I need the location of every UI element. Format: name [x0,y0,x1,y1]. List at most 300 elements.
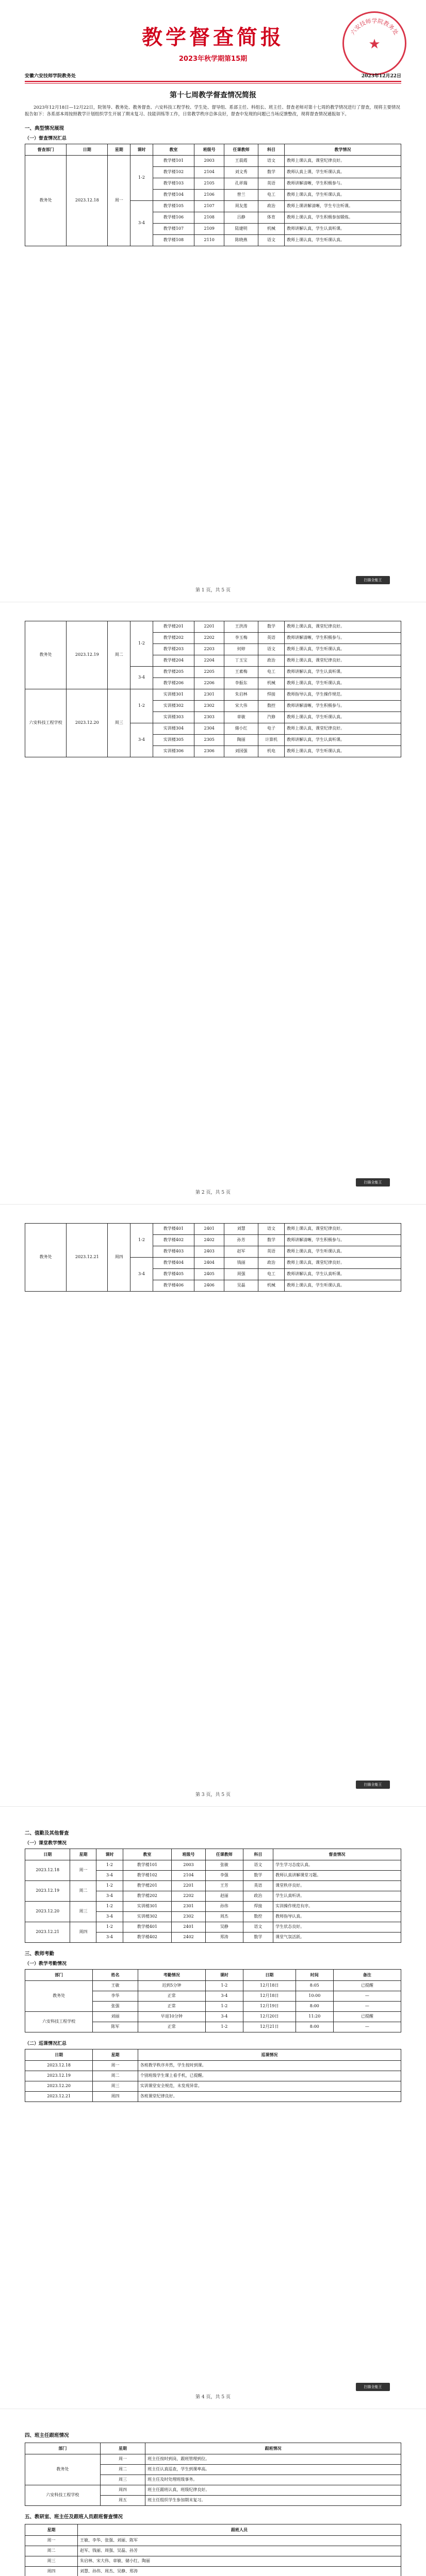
cell-week: 周三 [93,2081,138,2092]
section-heading-2: 二、值勤及其他督查 [25,1831,69,1836]
page-5 [0,2409,426,2576]
cell-teacher: 宋大伟 [224,701,258,712]
table-row [25,2011,401,2022]
org-row [25,73,401,79]
cell-date: 2023.12.18 [67,155,108,246]
cell-period: 3-4 [130,667,153,689]
inspection-table-3 [25,1223,401,1292]
cell-period: 3-4 [130,200,153,246]
cell-subject: 体育 [258,212,284,223]
table-row [25,2092,401,2102]
cell-notes: 教师讲解清晰，学生积极参与。 [284,633,401,644]
cell-room: 教学楼104 [153,189,194,200]
table-row [25,1922,401,1932]
cell-period: 1-2 [96,1901,123,1911]
cell-notes: 教师上课认真，课堂纪律良好。 [284,655,401,667]
cell-room: 教学楼108 [153,234,194,246]
cell-teacher: 王芳 [205,1880,243,1891]
table-row [25,621,401,633]
cell-subject: 焊接 [258,689,284,701]
cell-room: 教学楼203 [153,644,194,655]
col-class: 班级号 [194,144,224,155]
cell-room: 教学楼403 [153,1246,194,1258]
cell-teacher: 王素梅 [224,667,258,678]
cell-class_no: 2302 [172,1911,206,1922]
cell-notes: 教师认真上课，学生听课认真。 [284,166,401,178]
cell-teacher: 陈晓燕 [224,234,258,246]
cell-week: 周二 [25,2546,78,2556]
page-footer: 第 1 页，共 5 页 [195,588,231,593]
cell-class: 2405 [194,1269,224,1280]
scan-watermark: 扫描全能王 [356,1781,390,1789]
cell-period: 3-4 [96,1911,123,1922]
section-subheading-3b: （二）巡课情况汇总 [25,2041,67,2046]
cell-teacher: 周杰 [205,1911,243,1922]
cell-date: 2023.12.19 [25,1880,70,1901]
cell-notes: 实训课堂安全规范，未发现异常。 [138,2081,401,2092]
cell-dept: 六安科技工程学校 [25,689,67,757]
table-header-row [25,2524,401,2535]
cell-room: 实训楼306 [153,746,194,757]
cell-class: 2104 [194,166,224,178]
cell-subject: 语文 [258,234,284,246]
cell-subject: 数控 [243,1911,273,1922]
col-teacher: 任课教师 [224,144,258,155]
cell-subject: 机械 [258,678,284,689]
cell-subject: 语文 [243,1922,273,1932]
cell-class: 2202 [194,633,224,644]
cell-date: 2023.12.21 [67,1224,108,1292]
cell-room: 教学楼401 [123,1922,172,1932]
cell-subject: 数学 [243,1932,273,1942]
cell-teacher: 赵军 [224,1246,258,1258]
cell-time: 10:00 [296,1991,333,2001]
col-header: 科目 [243,1849,273,1860]
cell-subject: 英语 [243,1880,273,1891]
cell-class: 2302 [194,701,224,712]
cell-week: 周一 [108,155,130,246]
table-row [25,2566,401,2576]
cell-notes: 教师认真讲解课堂习题。 [273,1870,401,1880]
cell-notes: 班主任组织学生参加期末复习。 [145,2495,401,2505]
cell-date: 12月18日 [243,1991,296,2001]
cell-time: 8:00 [296,2001,333,2011]
cell-week: 周二 [93,2071,138,2081]
cell-week: 周三 [25,2556,78,2566]
cell-class_no: 2401 [172,1922,206,1932]
cell-date: 2023.12.19 [67,621,108,689]
cell-room: 实训楼304 [153,723,194,735]
cell-period: 1-2 [130,155,153,200]
cell-subject: 机电 [258,746,284,757]
cell-date: 2023.12.20 [25,2081,93,2092]
section-subheading-2: （一）课堂教学情况 [25,1840,67,1846]
table-row [25,1880,401,1891]
col-date: 日期 [67,144,108,155]
cell-date: 2023.12.20 [25,1901,70,1922]
cell-room: 教学楼202 [123,1891,172,1901]
cell-class_no: 2201 [172,1880,206,1891]
cell-subject: 电工 [258,667,284,678]
cell-date: 2023.12.21 [25,1922,70,1942]
cell-class: 2108 [194,212,224,223]
attendance-table [25,1969,401,2032]
cell-teacher: 陆建明 [224,223,258,234]
cell-teacher: 李玉梅 [224,633,258,644]
cell-subject: 计算机 [258,735,284,746]
table-header-row [25,2049,401,2061]
cell-subject: 英语 [258,633,284,644]
cell-room: 实训楼305 [153,735,194,746]
cell-class_no: 2003 [172,1860,206,1870]
inspection-table-1 [25,144,401,246]
cell-class_no: 2202 [172,1891,206,1901]
cell-class: 2402 [194,1235,224,1246]
cell-subject: 政治 [258,655,284,667]
table-header-row [25,1849,401,1860]
page-3 [0,1205,426,1807]
cell-teacher: 李振东 [224,678,258,689]
cell-subject: 数控 [258,701,284,712]
cell-subject: 机械 [258,1280,284,1292]
cell-staff: 刘慧、孙伟、周杰、吴静、郑涛 [78,2566,401,2576]
cell-status: 正常 [138,1991,205,2001]
cell-staff: 赵军、钱丽、周强、吴磊、孙芳 [78,2546,401,2556]
cell-name: 张强 [93,2001,138,2011]
cell-notes: 教师上课认真，课堂纪律良好。 [284,155,401,166]
cell-class: 2206 [194,678,224,689]
cell-teacher: 周友莲 [224,200,258,212]
cell-week: 周四 [108,1224,130,1292]
cell-week: 周一 [70,1860,96,1880]
cell-dept: 六安科技工程学校 [25,2011,93,2032]
cell-notes: 教师上课认真，学生听课认真。 [284,1280,401,1292]
cell-subject: 语文 [243,1860,273,1870]
cell-room: 实训楼302 [153,701,194,712]
cell-teacher: 刘慧 [224,1224,258,1235]
cell-subject: 电工 [258,189,284,200]
patrol-table [25,2049,401,2102]
section-subheading-3: （一）教学考勤情况 [25,1961,67,1967]
cell-notes: 教师讲解认真，学生认真听课。 [284,667,401,678]
cell-subject: 政治 [258,1258,284,1269]
cell-class: 2203 [194,644,224,655]
cell-period: 1-2 [130,1224,153,1258]
cell-date: 2023.12.19 [25,2071,93,2081]
cell-subject: 政治 [258,200,284,212]
cell-notes: 班主任认真巡查，学生到课率高。 [145,2464,401,2475]
intro-paragraph: 2023年12月18日—12月22日，院领导、教务处、教务督查、六安科技工程学校、学生处、督导组、系部主任、科组长、班主任、督查老师对第十七周的教学情况进行了督查，现将主要情况报告如下：各系部本周按照教学计划组织学生开展了期末复习、技能训练等工作，日常教学秩序总体良好，督查中发现的问题已当场反馈整改，现将督查情况通报如下。 [25,105,400,117]
cell-room: 教学楼402 [123,1932,172,1942]
cell-period: 1-2 [205,2001,243,2011]
cell-notes: 教师讲解清晰，学生积极参与。 [284,1235,401,1246]
cell-subject: 数学 [258,1235,284,1246]
cell-class: 2204 [194,655,224,667]
cell-teacher: 钱丽 [224,1258,258,1269]
cell-subject: 机械 [258,223,284,234]
org-name: 安徽六安技师学院教务处 [25,73,76,79]
section-heading-5: 五、教研室、班主任及跟班人员跟班督查情况 [25,2514,123,2520]
section-heading-4: 四、班主任跟班情况 [25,2433,69,2438]
cell-name: 王敏 [93,1980,138,1991]
table-row [25,2454,401,2464]
cell-room: 实训楼301 [153,689,194,701]
cell-room: 教学楼206 [153,678,194,689]
cell-teacher: 刘文秀 [224,166,258,178]
duty-table [25,1849,401,1943]
cell-period: 1-2 [130,621,153,667]
cell-dept: 教务处 [25,621,67,689]
cell-class: 2306 [194,746,224,757]
cell-status: 正常 [138,2022,205,2032]
cell-date: 12月18日 [243,1980,296,1991]
section-subheading-1: （一）督查情况汇总 [25,135,67,141]
staff-table [25,2524,401,2576]
cell-subject: 语文 [258,155,284,166]
cell-staff: 王敏、李华、张强、刘丽、陈军 [78,2535,401,2546]
cell-week: 周三 [100,2475,145,2485]
col-header: 星期 [25,2524,78,2535]
table-row [25,2061,401,2071]
cell-room: 实训楼303 [153,712,194,723]
cell-time: 11:20 [296,2011,333,2022]
cell-notes: 教师讲解清晰，学生积极参与。 [284,178,401,189]
cell-teacher: 朱启林 [224,689,258,701]
cell-room: 教学楼405 [153,1269,194,1280]
col-notes: 教学情况 [284,144,401,155]
cell-week: 周二 [108,621,130,689]
cell-notes: 教师上课认真，课堂纪律良好。 [284,1224,401,1235]
cell-week: 周四 [70,1922,96,1942]
cell-teacher: 赵丽 [205,1891,243,1901]
cell-room: 教学楼201 [153,621,194,633]
cell-period: 1-2 [205,1980,243,1991]
cell-teacher: 丁玉宝 [224,655,258,667]
col-header: 课时 [96,1849,123,1860]
cell-period: 1-2 [130,689,153,723]
cell-room: 教学楼102 [153,166,194,178]
col-header: 巡课情况 [138,2049,401,2061]
cell-note: — [333,2022,401,2032]
cell-week: 周一 [25,2535,78,2546]
cell-time: 8:00 [296,2022,333,2032]
cell-subject: 语文 [258,1224,284,1235]
table-row [25,689,401,701]
cell-class: 2109 [194,223,224,234]
col-header: 教室 [123,1849,172,1860]
cell-teacher: 曾兰 [224,189,258,200]
cell-subject: 电子 [258,723,284,735]
issue-number: 2023年秋学期第15期 [178,55,248,63]
table-row [25,1224,401,1235]
cell-date: 2023.12.21 [25,2092,93,2102]
col-header: 时间 [296,1969,333,1980]
col-room: 教室 [153,144,194,155]
cell-class: 2201 [194,621,224,633]
cell-class: 2205 [194,667,224,678]
scan-watermark: 扫描全能王 [356,2383,390,2391]
col-header: 星期 [70,1849,96,1860]
cell-period: 3-4 [130,723,153,757]
cell-note: 已提醒 [333,2011,401,2022]
table-header-row [25,2443,401,2454]
cell-teacher: 吴静 [205,1922,243,1932]
cell-period: 3-4 [130,1258,153,1292]
cell-name: 陈军 [93,2022,138,2032]
cell-room: 教学楼401 [153,1224,194,1235]
cell-class: 2107 [194,200,224,212]
col-subject: 科目 [258,144,284,155]
table-header-row [25,144,401,155]
cell-class: 2404 [194,1258,224,1269]
cell-week: 周四 [25,2566,78,2576]
table-row [25,155,401,166]
cell-period: 3-4 [96,1870,123,1880]
page-footer: 第 2 页，共 5 页 [195,1190,231,1195]
cell-date: 12月20日 [243,2011,296,2022]
cell-class: 2106 [194,189,224,200]
cell-class: 2303 [194,712,224,723]
cell-date: 12月19日 [243,2001,296,2011]
cell-notes: 教师讲解认真，学生认真听课。 [284,735,401,746]
cell-week: 周二 [100,2464,145,2475]
cell-name: 李华 [93,1991,138,2001]
page-footer: 第 3 页，共 5 页 [195,1792,231,1798]
cell-notes: 教师上课认真，学生积极参加锻炼。 [284,212,401,223]
table-row [25,2546,401,2556]
cell-notes: 教师讲解清晰，学生积极参与。 [284,701,401,712]
cell-class: 2305 [194,735,224,746]
cell-class: 2003 [194,155,224,166]
table-row [25,1860,401,1870]
cell-teacher: 吴磊 [224,1280,258,1292]
cell-room: 教学楼102 [123,1870,172,1880]
table-row [25,2485,401,2495]
cell-notes: 教师上课认真，课堂纪律良好。 [284,1258,401,1269]
cell-notes: 教师上课认真，学生听课认真。 [284,678,401,689]
cell-notes: 学生学习态度认真。 [273,1860,401,1870]
col-header: 课时 [205,1969,243,1980]
col-header: 日期 [25,2049,93,2061]
cell-subject: 政治 [243,1891,273,1901]
cell-note: — [333,1991,401,2001]
cell-teacher: 吕静 [224,212,258,223]
table-header-row [25,1969,401,1980]
cell-room: 实训楼302 [123,1911,172,1922]
cell-notes: 课堂气氛活跃。 [273,1932,401,1942]
cell-week: 周五 [100,2495,145,2505]
doc-title: 第十七周教学督查情况简报 [170,91,256,99]
cell-room: 教学楼105 [153,200,194,212]
cell-notes: 教师上课认真，学生听课认真。 [284,234,401,246]
cell-notes: 教师指导认真。 [273,1911,401,1922]
cell-room: 教学楼101 [153,155,194,166]
inspection-table-2 [25,621,401,757]
cell-room: 实训楼301 [123,1901,172,1911]
cell-subject: 英语 [258,1246,284,1258]
col-header: 跟班人员 [78,2524,401,2535]
cell-period: 1-2 [205,2022,243,2032]
section-heading-1: 一、典型情况展现 [25,125,64,131]
cell-period: 1-2 [96,1880,123,1891]
cell-class_no: 2104 [172,1870,206,1880]
red-rule [25,81,401,82]
cell-teacher: 王晨霞 [224,155,258,166]
cell-teacher: 孙芳 [224,1235,258,1246]
cell-week: 周三 [70,1901,96,1922]
cell-note: — [333,2001,401,2011]
cell-notes: 教师上课认真，学生听课认真。 [284,1246,401,1258]
cell-period: 3-4 [96,1891,123,1901]
col-header: 考勤情况 [138,1969,205,1980]
cell-notes: 各班课堂纪律良好。 [138,2092,401,2102]
cell-notes: 学生状态良好。 [273,1922,401,1932]
cell-subject: 语文 [258,644,284,655]
cell-notes: 教师上课认真，学生听课认真。 [284,189,401,200]
col-header: 姓名 [93,1969,138,1980]
cell-period: 1-2 [96,1922,123,1932]
cell-week: 周一 [100,2454,145,2464]
cell-teacher: 李强 [205,1870,243,1880]
table-row [25,1901,401,1911]
cell-notes: 班主任及时处理班级事务。 [145,2475,401,2485]
cell-date: 2023.12.20 [67,689,108,757]
cell-dept: 教务处 [25,1224,67,1292]
section-heading-3: 三、教师考勤 [25,1951,55,1957]
cell-subject: 汽修 [258,712,284,723]
homeroom-table [25,2443,401,2506]
col-header: 班级号 [172,1849,206,1860]
page-2 [0,602,426,1205]
cell-notes: 学生认真听讲。 [273,1891,401,1901]
cell-teacher: 孙伟 [205,1901,243,1911]
masthead: 教学督查简报 [142,26,284,49]
page-footer: 第 4 页，共 5 页 [195,2395,231,2400]
cell-class: 2105 [194,178,224,189]
cell-room: 教学楼201 [123,1880,172,1891]
cell-notes: 各班教学秩序井然，学生按时到课。 [138,2061,401,2071]
cell-week: 周四 [93,2092,138,2102]
cell-notes: 教师上课认真，学生听课认真。 [284,644,401,655]
cell-notes: 教师指导认真，学生操作规范。 [284,689,401,701]
cell-class: 2401 [194,1224,224,1235]
cell-room: 教学楼202 [153,633,194,644]
cell-room: 教学楼106 [153,212,194,223]
cell-teacher: 王洪涛 [224,621,258,633]
cell-subject: 英语 [258,178,284,189]
cell-room: 教学楼402 [153,1235,194,1246]
cell-class: 2304 [194,723,224,735]
cell-notes: 教师上课认真，学生听课认真。 [284,746,401,757]
cell-notes: 教师上课认真，课堂纪律良好。 [284,723,401,735]
cell-class_no: 2301 [172,1901,206,1911]
cell-week: 周一 [93,2061,138,2071]
table-row [25,2071,401,2081]
cell-notes: 课堂秩序良好。 [273,1880,401,1891]
cell-subject: 数学 [258,166,284,178]
cell-subject: 数学 [258,621,284,633]
col-header: 备注 [333,1969,401,1980]
cell-dept: 教务处 [25,1980,93,2011]
cell-teacher: 郑涛 [205,1932,243,1942]
cell-week: 周二 [70,1880,96,1901]
cell-notes: 班主任按时到岗，跟班管理到位。 [145,2454,401,2464]
cell-date: 2023.12.18 [25,1860,70,1880]
col-header: 跟班情况 [145,2443,401,2454]
cell-subject: 焊接 [243,1901,273,1911]
cell-class: 2110 [194,234,224,246]
cell-date: 12月21日 [243,2022,296,2032]
